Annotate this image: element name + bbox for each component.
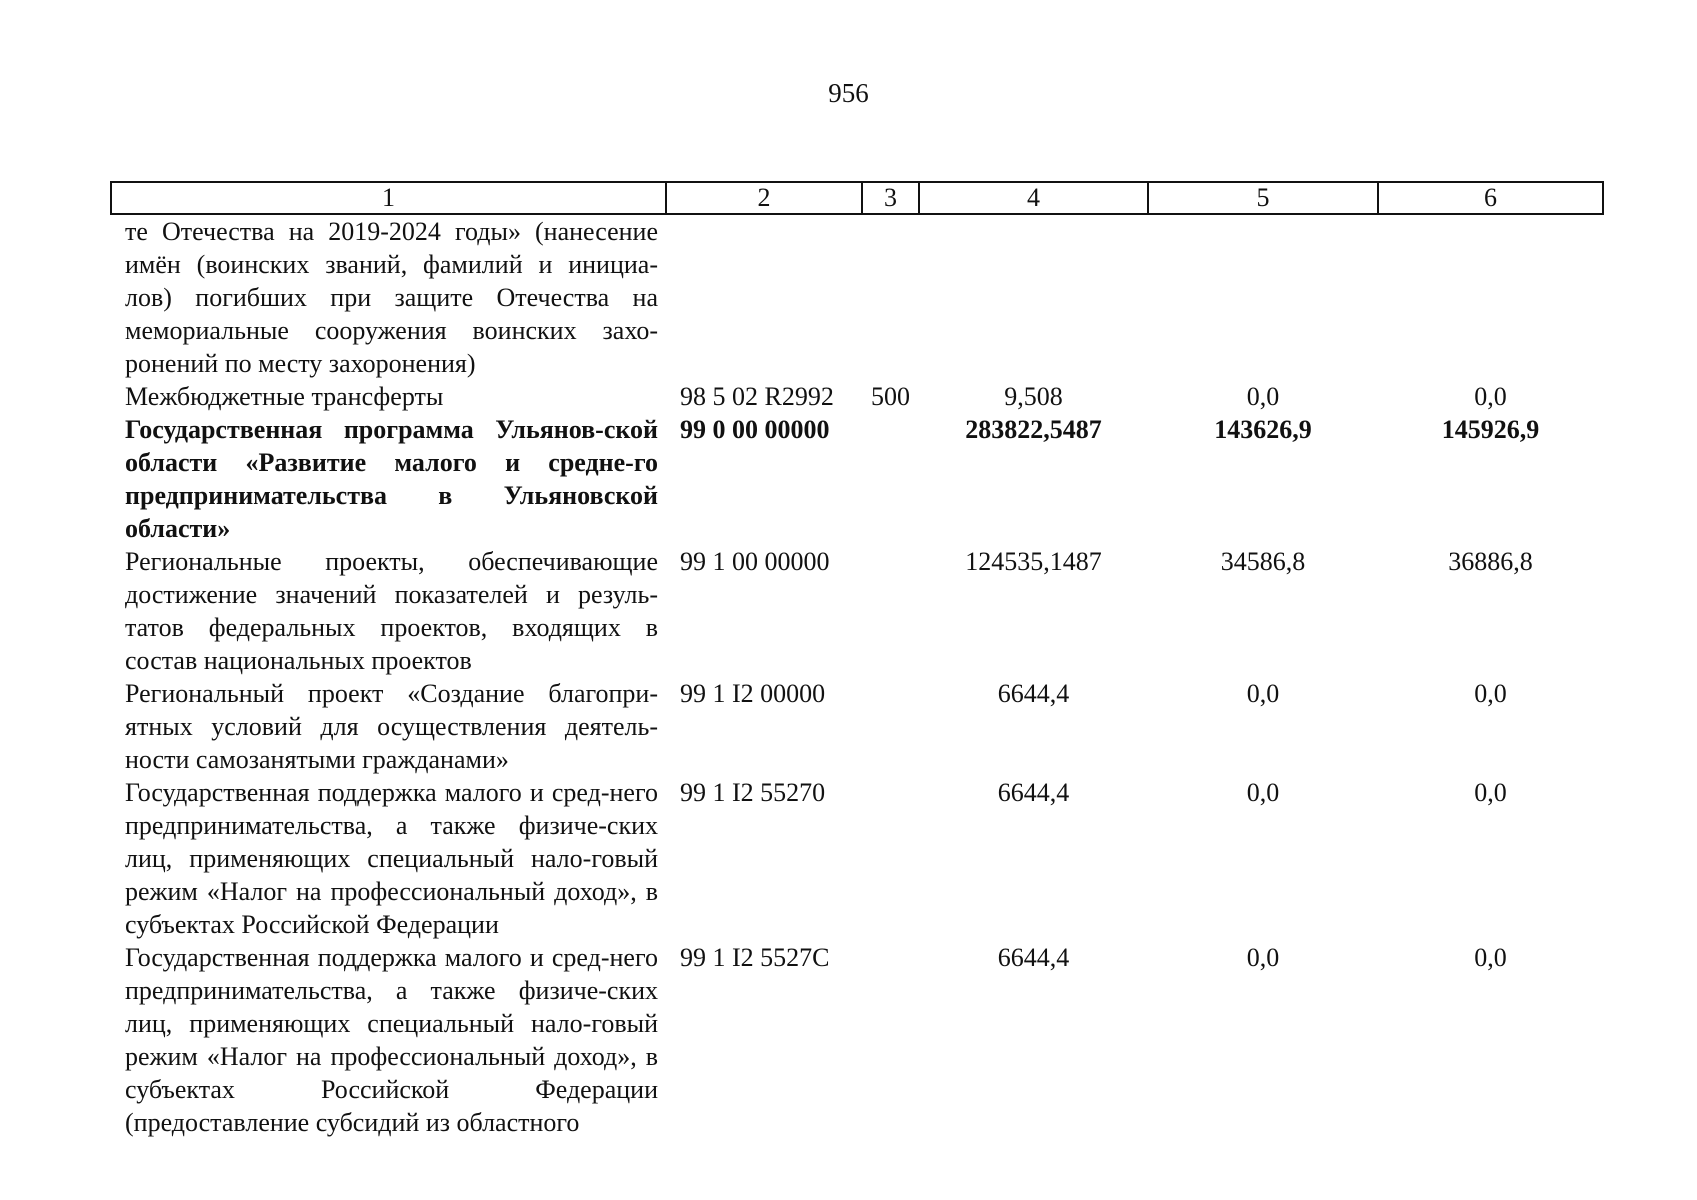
header-col-5: 5 — [1148, 182, 1378, 214]
table-row — [111, 677, 1603, 776]
row-value-5: 0,0 — [1246, 679, 1280, 708]
row-value-6: 0,0 — [1474, 943, 1507, 972]
table-row — [111, 413, 1603, 545]
row-code: 99 0 00 00000 — [680, 415, 830, 444]
row-name: Государственная поддержка малого и сред-него предпринимательства, а также физиче-ских лиц, применяющих специальный нало-говый режим «Налог на профессиональный доход», в субъектах Российской Федерации — [125, 778, 658, 939]
table-row — [111, 214, 1603, 380]
row-code: 99 1 I2 5527С — [680, 943, 830, 972]
header-row — [111, 182, 1603, 214]
row-vr: 500 — [871, 382, 910, 411]
row-value-6: 0,0 — [1474, 778, 1507, 807]
row-value-4: 124535,1487 — [965, 547, 1102, 576]
row-value-5 — [1148, 214, 1378, 380]
row-value-6: 145926,9 — [1441, 415, 1540, 444]
row-value-6 — [1378, 214, 1603, 380]
row-value-4: 6644,4 — [997, 778, 1070, 807]
row-name: те Отечества на 2019-2024 годы» (нанесение имён (воинских званий, фамилий и инициа-лов) погибших при защите Отечества на мемориальные сооружения воинских захо-ронений по месту захоронения) — [125, 217, 658, 378]
row-vr — [862, 413, 919, 545]
header-col-4: 4 — [919, 182, 1148, 214]
table-row — [111, 776, 1603, 941]
row-value-4: 6644,4 — [997, 679, 1070, 708]
table-row — [111, 380, 1603, 413]
row-value-6: 0,0 — [1474, 382, 1507, 411]
row-code: 98 5 02 R2992 — [680, 382, 834, 411]
table-body — [111, 214, 1603, 1139]
row-value-5: 0,0 — [1246, 778, 1280, 807]
row-value-5: 143626,9 — [1214, 415, 1312, 444]
row-vr — [862, 545, 919, 677]
row-name: Межбюджетные трансферты — [125, 382, 444, 411]
budget-table — [110, 181, 1604, 1139]
row-vr — [862, 214, 919, 380]
row-value-5: 0,0 — [1246, 943, 1280, 972]
table-row — [111, 545, 1603, 677]
table-row — [111, 941, 1603, 1139]
row-value-5: 0,0 — [1246, 382, 1280, 411]
row-value-4: 6644,4 — [997, 943, 1070, 972]
row-value-5: 34586,8 — [1220, 547, 1306, 576]
header-col-2: 2 — [666, 182, 862, 214]
row-value-4: 283822,5487 — [965, 415, 1102, 444]
header-col-1: 1 — [111, 182, 666, 214]
row-name: Региональные проекты, обеспечивающие достижение значений показателей и резуль-татов федеральных проектов, входящих в состав национальных проектов — [125, 547, 658, 675]
row-vr — [862, 677, 919, 776]
page-number: 956 — [828, 78, 869, 108]
row-name: Государственная поддержка малого и сред-него предпринимательства, а также физиче-ских лиц, применяющих специальный нало-говый режим «Налог на профессиональный доход», в субъектах Российской Федерации (предоставление субсидий из областного — [125, 943, 658, 1137]
row-code: 99 1 I2 00000 — [680, 679, 826, 708]
row-value-4: 9,508 — [1004, 382, 1063, 411]
table-header — [111, 182, 1603, 214]
header-col-6: 6 — [1378, 182, 1603, 214]
header-col-3: 3 — [862, 182, 919, 214]
row-value-6: 36886,8 — [1448, 547, 1533, 576]
row-code: 99 1 I2 55270 — [680, 778, 826, 807]
row-code: 99 1 00 00000 — [680, 547, 830, 576]
row-value-4 — [919, 214, 1148, 380]
row-name: Региональный проект «Создание благопри-ятных условий для осуществления деятель-ности самозанятыми гражданами» — [125, 679, 658, 774]
row-value-6: 0,0 — [1474, 679, 1507, 708]
row-name: Государственная программа Ульянов-ской области «Развитие малого и средне-го предпринимательства в Ульяновской области» — [125, 415, 658, 543]
row-vr — [862, 941, 919, 1139]
row-vr — [862, 776, 919, 941]
row-code — [666, 214, 862, 380]
